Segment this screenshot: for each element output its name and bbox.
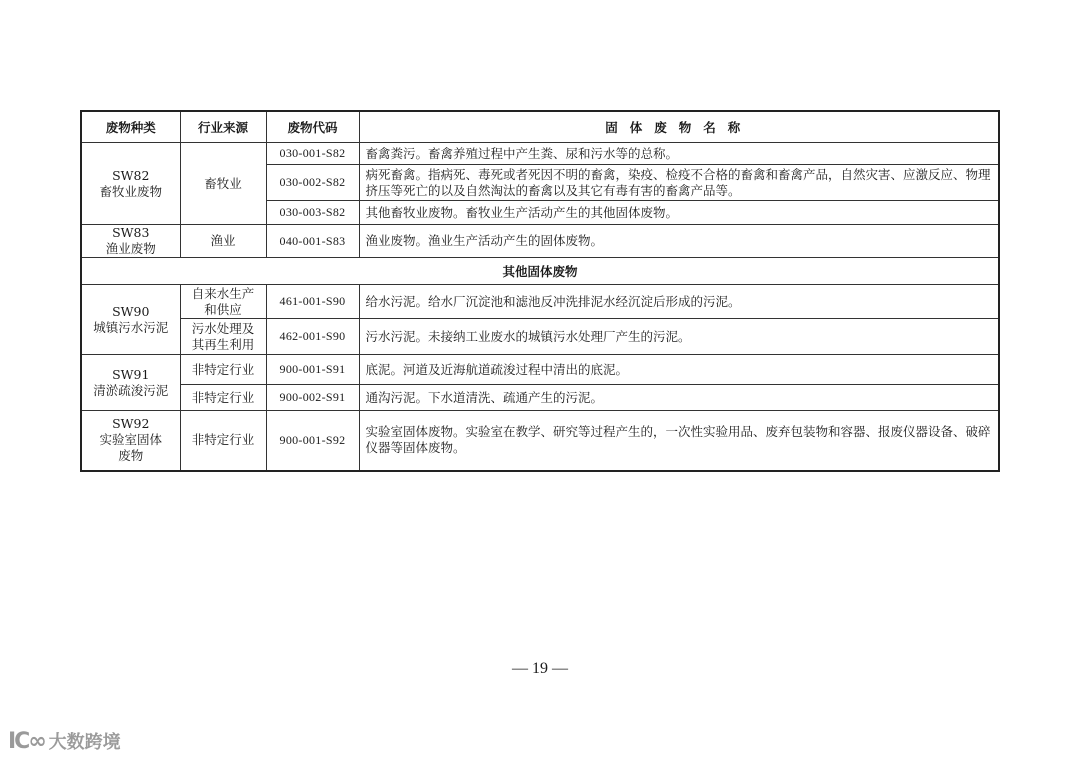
page-number: — 19 —: [512, 660, 568, 677]
industry-cell: 渔业: [180, 225, 266, 258]
table-row: [81, 319, 999, 355]
industry-cell: 污水处理及 其再生利用: [180, 319, 266, 355]
watermark: [8, 728, 121, 754]
table-row: [81, 355, 999, 385]
description-cell: 病死畜禽。指病死、毒死或者死因不明的畜禽，染疫、检疫不合格的畜禽和畜禽产品，自然灾害、应激反应、物理挤压等死亡的以及自然淘汰的畜禽以及其它有毒有害的畜禽产品等。: [359, 165, 999, 201]
header-name: 固体废物名称: [359, 111, 999, 143]
description-cell: 给水污泥。给水厂沉淀池和滤池反冲洗排泥水经沉淀后形成的污泥。: [359, 285, 999, 319]
watermark-text: 大数跨境: [48, 732, 121, 753]
industry-cell: 畜牧业: [180, 143, 266, 225]
industry-cell: 非特定行业: [180, 385, 266, 411]
category-cell: SW92 实验室固体 废物: [81, 411, 180, 471]
watermark-logo-icon: IC∞: [8, 728, 45, 754]
header-industry: 行业来源: [180, 111, 266, 143]
description-cell: 底泥。河道及近海航道疏浚过程中清出的底泥。: [359, 355, 999, 385]
description-cell: 污水污泥。未接纳工业废水的城镇污水处理厂产生的污泥。: [359, 319, 999, 355]
section-row: [81, 258, 999, 285]
category-cell: SW82 畜牧业废物: [81, 143, 180, 225]
description-cell: 渔业废物。渔业生产活动产生的固体废物。: [359, 225, 999, 258]
code-cell: 030-003-S82: [266, 201, 359, 225]
category-cell: SW91 清淤疏浚污泥: [81, 355, 180, 411]
waste-classification-table: [80, 110, 1000, 472]
table-row: [81, 285, 999, 319]
code-cell: 900-001-S92: [266, 411, 359, 471]
section-title: 其他固体废物: [81, 258, 999, 285]
table-header-row: [81, 111, 999, 143]
industry-cell: 自来水生产 和供应: [180, 285, 266, 319]
code-cell: 040-001-S83: [266, 225, 359, 258]
table-row: [81, 385, 999, 411]
code-cell: 462-001-S90: [266, 319, 359, 355]
description-cell: 实验室固体废物。实验室在教学、研究等过程产生的，一次性实验用品、废弃包装物和容器、报废仪器设备、破碎仪器等固体废物。: [359, 411, 999, 471]
table-row: [81, 411, 999, 471]
industry-cell: 非特定行业: [180, 411, 266, 471]
header-category: 废物种类: [81, 111, 180, 143]
code-cell: 900-002-S91: [266, 385, 359, 411]
table-row: [81, 225, 999, 258]
description-cell: 其他畜牧业废物。畜牧业生产活动产生的其他固体废物。: [359, 201, 999, 225]
description-cell: 畜禽粪污。畜禽养殖过程中产生粪、尿和污水等的总称。: [359, 143, 999, 165]
code-cell: 461-001-S90: [266, 285, 359, 319]
code-cell: 030-002-S82: [266, 165, 359, 201]
industry-cell: 非特定行业: [180, 355, 266, 385]
description-cell: 通沟污泥。下水道清洗、疏通产生的污泥。: [359, 385, 999, 411]
header-code: 废物代码: [266, 111, 359, 143]
category-cell: SW90 城镇污水污泥: [81, 285, 180, 355]
code-cell: 900-001-S91: [266, 355, 359, 385]
table-row: [81, 143, 999, 165]
category-cell: SW83 渔业废物: [81, 225, 180, 258]
code-cell: 030-001-S82: [266, 143, 359, 165]
